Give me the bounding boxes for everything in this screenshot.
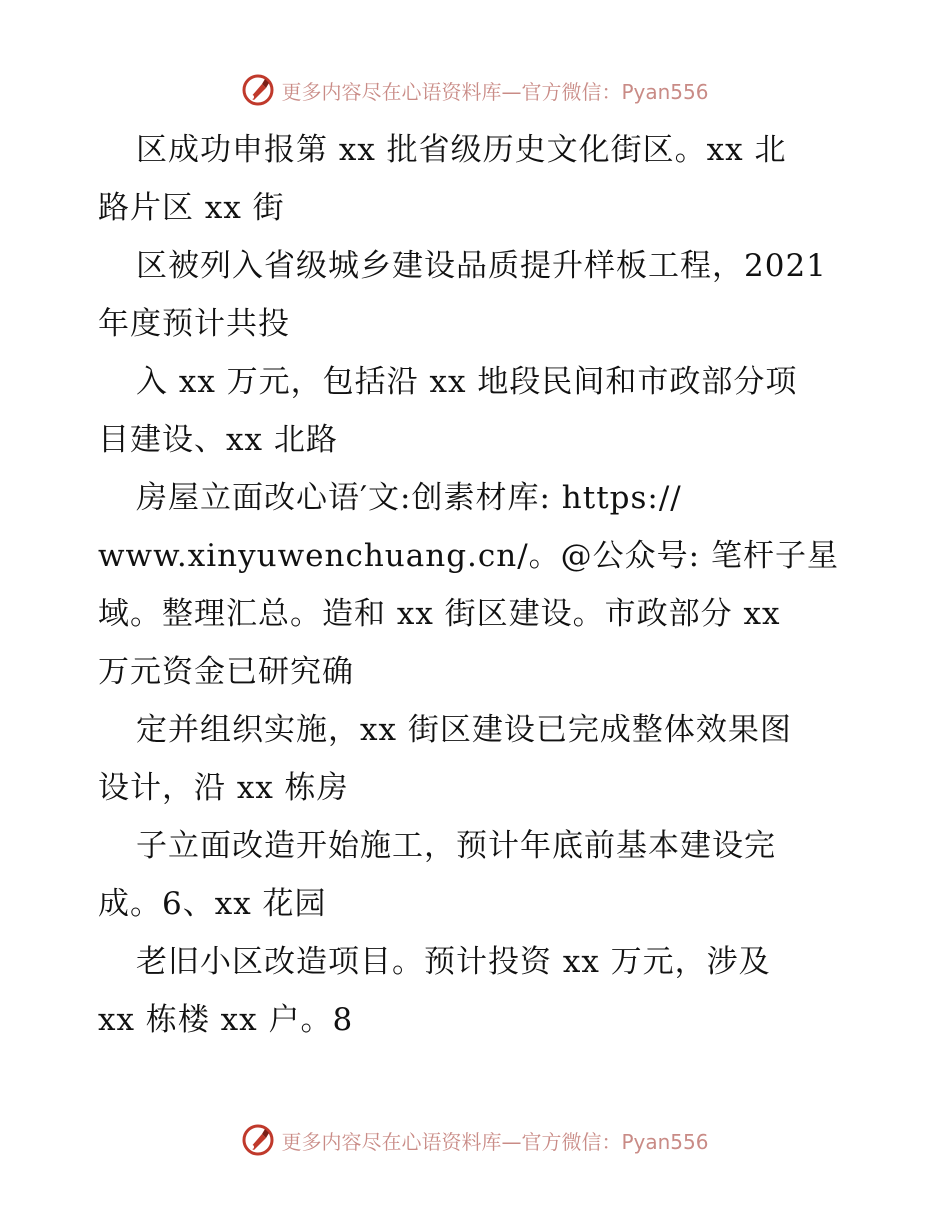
text-line: 域。整理汇总。造和 xx 街区建设。市政部分 xx	[98, 596, 781, 632]
text-line: 目建设、xx 北路	[98, 422, 338, 458]
footer-watermark-banner	[0, 1120, 950, 1160]
text-line: 万元资金已研究确	[98, 654, 354, 690]
text-line: 区被列入省级城乡建设品质提升样板工程，2021	[136, 248, 827, 284]
pen-logo-icon	[241, 1123, 275, 1157]
text-line: xx 栋楼 xx 户。8	[98, 1002, 354, 1038]
text-line: 成。6、xx 花园	[98, 886, 327, 922]
text-line: 房屋立面改心语′文:创素材库: https://	[136, 480, 682, 516]
text-line: 年度预计共投	[98, 306, 290, 342]
pen-logo-icon	[241, 73, 275, 107]
text-line: 设计，沿 xx 栋房	[98, 770, 349, 806]
text-line: 入 xx 万元，包括沿 xx 地段民间和市政部分项	[136, 364, 798, 400]
text-line: 子立面改造开始施工，预计年底前基本建设完	[136, 828, 776, 864]
watermark-text: 更多内容尽在心语资料库—官方微信：Pyan556	[281, 1129, 709, 1154]
text-line: www.xinyuwenchuang.cn/。@公众号: 笔杆子星	[98, 538, 839, 574]
text-line: 路片区 xx 街	[98, 190, 285, 226]
header-watermark-banner	[0, 70, 950, 110]
text-line: 老旧小区改造项目。预计投资 xx 万元，涉及	[136, 944, 771, 980]
text-line: 区成功申报第 xx 批省级历史文化街区。xx 北	[136, 132, 787, 168]
watermark-text: 更多内容尽在心语资料库—官方微信：Pyan556	[281, 79, 709, 104]
text-line: 定并组织实施，xx 街区建设已完成整体效果图	[136, 712, 792, 748]
